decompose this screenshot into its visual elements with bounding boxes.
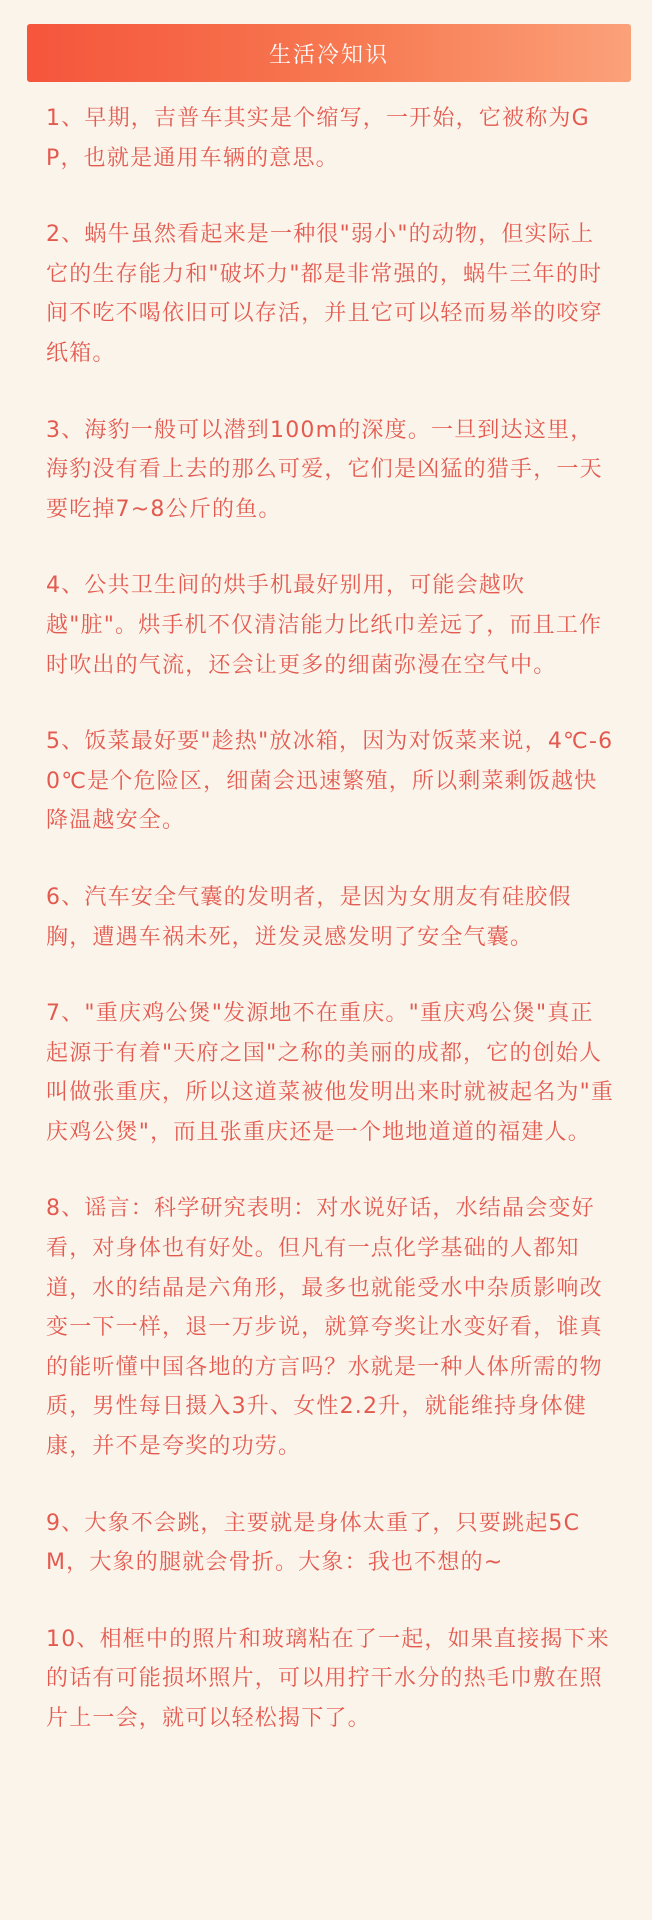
- fact-item-2: 2、蜗牛虽然看起来是一种很"弱小"的动物，但实际上它的生存能力和"破坏力"都是非常强的，蜗牛三年的时间不吃不喝依旧可以存活，并且它可以轻而易举的咬穿纸箱。: [46, 222, 603, 366]
- fact-item-8: 8、谣言：科学研究表明：对水说好话，水结晶会变好看，对身体也有好处。但凡有一点化学基础的人都知道，水的结晶是六角形，最多也就能受水中杂质影响改变一下一样，退一万步说，就算夸奖让水变好看，谁真的能听懂中国各地的方言吗？水就是一种人体所需的物质，男性每日摄入3升、女性2.2升，就能维持身体健康，并不是夸奖的功劳。: [46, 1196, 603, 1460]
- fact-item-4: 4、公共卫生间的烘手机最好别用，可能会越吹越"脏"。烘手机不仅清洁能力比纸巾差远了，而且工作时吹出的气流，还会让更多的细菌弥漫在空气中。: [46, 573, 603, 678]
- fact-item-10: 10、相框中的照片和玻璃粘在了一起，如果直接揭下来的话有可能损坏照片，可以用拧干水分的热毛巾敷在照片上一会，就可以轻松揭下了。: [46, 1626, 610, 1731]
- page-title: 生活冷知识: [268, 42, 389, 68]
- header-banner: [27, 24, 631, 82]
- fact-item-3: 3、海豹一般可以潜到100m的深度。一旦到达这里，海豹没有看上去的那么可爱，它们是凶猛的猎手，一天要吃掉7~8公斤的鱼。: [46, 417, 603, 522]
- fact-item-1: 1、早期，吉普车其实是个缩写，一开始，它被称为GP，也就是通用车辆的意思。: [46, 106, 590, 171]
- facts-list: [46, 99, 616, 1776]
- fact-item-5: 5、饭菜最好要"趁热"放冰箱，因为对饭菜来说，4℃-60℃是个危险区，细菌会迅速繁殖，所以剩菜剩饭越快降温越安全。: [46, 729, 614, 834]
- fact-item-6: 6、汽车安全气囊的发明者，是因为女朋友有硅胶假胸，遭遇车祸未死，迸发灵感发明了安全气囊。: [46, 884, 572, 950]
- fact-item-7: 7、"重庆鸡公煲"发源地不在重庆。"重庆鸡公煲"真正起源于有着"天府之国"之称的美丽的成都，它的创始人叫做张重庆，所以这道菜被他发明出来时就被起名为"重庆鸡公煲"，而且张重庆还是一个地地道道的福建人。: [46, 1001, 615, 1145]
- fact-item-9: 9、大象不会跳，主要就是身体太重了，只要跳起5CM，大象的腿就会骨折。大象：我也不想的~: [46, 1510, 581, 1576]
